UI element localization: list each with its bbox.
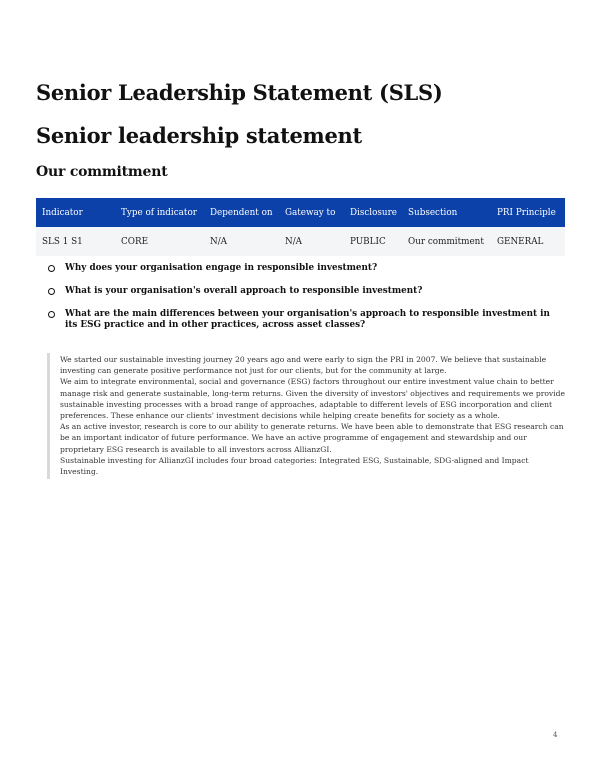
indicator-table: [36, 198, 565, 256]
column-header-type-of-indicator: Type of indicator: [121, 207, 197, 218]
cell-type-of-indicator: CORE: [121, 236, 148, 247]
answer-block: [47, 353, 568, 479]
cell-gateway-to: N/A: [285, 236, 303, 247]
circle-bullet-icon: [48, 265, 55, 272]
column-header-indicator: Indicator: [42, 207, 83, 218]
table-row: [36, 227, 565, 256]
column-header-subsection: Subsection: [408, 207, 458, 218]
answer-paragraph: As an active investor, research is core to our ability to generate returns. We have been able to demonstrate that ESG research can be an important indicator of future performance. We have an active programme of engagement and stewardship and our proprietary ESG research is available to all investors across AllianzGI.: [60, 422, 564, 454]
column-header-pri-principle: PRI Principle: [497, 207, 556, 218]
cell-pri-principle: GENERAL: [497, 236, 544, 247]
column-header-gateway-to: Gateway to: [285, 207, 336, 218]
list-item: [48, 286, 553, 297]
section-heading: Our commitment: [36, 164, 168, 180]
answer-paragraph: Sustainable investing for AllianzGI includes four broad categories: Integrated ESG, Sustainable, SDG-aligned and Impact Investing.: [60, 455, 529, 477]
list-item: [48, 309, 553, 331]
document-title: Senior Leadership Statement (SLS): [36, 80, 443, 105]
circle-bullet-icon: [48, 311, 55, 318]
answer-paragraph: We aim to integrate environmental, social and governance (ESG) factors throughout our entire investment value chain to better manage risk and generate sustainable, long-term returns. Given the diversity of investors' objectives and requirements we provide sustainable investing processes with a broad range of approaches, adaptable to different levels of ESG incorporation and client preferences. These enhance our clients' investment decisions while helping create benefits for society as a whole.: [60, 377, 565, 421]
question-list: [48, 263, 553, 343]
table-header-row: [36, 198, 565, 227]
cell-subsection: Our commitment: [408, 236, 484, 247]
circle-bullet-icon: [48, 288, 55, 295]
question-text: What is your organisation's overall approach to responsible investment?: [65, 286, 423, 296]
cell-disclosure: PUBLIC: [350, 236, 386, 247]
document-subtitle: Senior leadership statement: [36, 123, 362, 148]
question-text: What are the main differences between your organisation's approach to responsible investment in its ESG practice and in other practices, across asset classes?: [65, 309, 550, 330]
page-number: 4: [553, 731, 558, 739]
answer-paragraph: We started our sustainable investing journey 20 years ago and were early to sign the PRI in 2007. We believe that sustainable investing can generate positive performance not just for our clients, but for the community at large.: [60, 355, 547, 376]
list-item: [48, 263, 553, 274]
cell-indicator: SLS 1 S1: [42, 236, 83, 247]
cell-dependent-on: N/A: [210, 236, 228, 247]
column-header-disclosure: Disclosure: [350, 207, 398, 218]
column-header-dependent-on: Dependent on: [210, 207, 273, 218]
question-text: Why does your organisation engage in responsible investment?: [65, 263, 378, 273]
